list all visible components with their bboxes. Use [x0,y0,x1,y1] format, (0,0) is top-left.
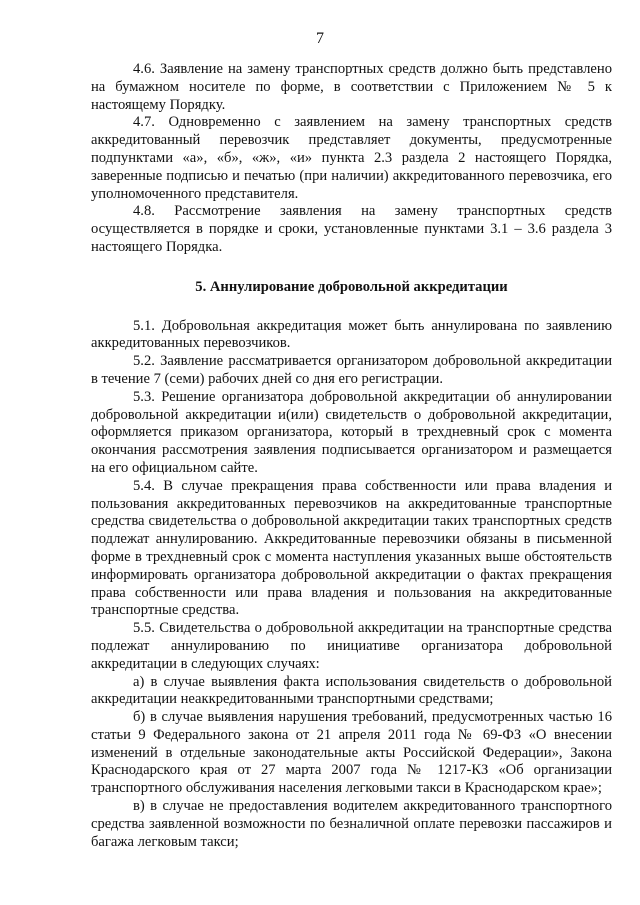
paragraph-5-4: 5.4. В случае прекращения права собственности или права владения и пользования аккредитованных перевозчиков на аккредитованные транспортные средства свидетельства о добровольной аккредитации таких транспортных средств подлежат аннулированию. Аккредитованные перевозчики обязаны в письменной форме в трехдневный срок с момента наступления указанных выше обстоятельств информировать организатора добровольной аккредитации о фактах прекращения права собственности или права владения и пользования на аккредитованные транспортные средства. [91,477,612,619]
paragraph-5-2: 5.2. Заявление рассматривается организатором добровольной аккредитации в течение 7 (семи) рабочих дней со дня его регистрации. [91,353,612,387]
paragraph-5-3: 5.3. Решение организатора добровольной аккредитации об аннулировании добровольной аккредитации и(или) свидетельств о добровольной аккредитации, оформляется приказом организатора, который в трехдневный срок с момента окончания рассмотрения заявления подписывается организатором и размещается на его официальном сайте. [91,388,612,476]
list-item-a: а) в случае выявления факта использования свидетельств о добровольной аккредитации неаккредитованными транспортными средствами; [91,673,612,708]
section-heading: 5. Аннулирование добровольной аккредитации [195,278,508,295]
list-item-b: б) в случае выявления нарушения требований, предусмотренных частью 16 статьи 9 Федерального закона от 21 апреля 2011 года № 69-ФЗ «О внесении изменений в отдельные законодательные акты Российской Федерации», Закона Краснодарского края от 27 марта 2007 года № 1217-КЗ «Об организации транспортного обслуживания населения легковыми такси в Краснодарском крае»; [91,709,612,797]
list-item-v: в) в случае не предоставления водителем аккредитованного транспортного средства заявленной возможности по безналичной оплате перевозки пассажиров и багажа легковым такси; [91,798,612,850]
page-number: 7 [316,30,324,47]
paragraph-5-1: 5.1. Добровольная аккредитация может быть аннулирована по заявлению аккредитованных перевозчиков. [91,317,612,352]
paragraph-4-8: 4.8. Рассмотрение заявления на замену транспортных средств осуществляется в порядке и сроки, установленные пунктами 3.1 – 3.6 раздела 3 настоящего Порядка. [91,203,612,255]
paragraph-5-5: 5.5. Свидетельства о добровольной аккредитации на транспортные средства подлежат аннулированию по инициативе организатора добровольной аккредитации в следующих случаях: [91,620,612,672]
paragraph-4-6: 4.6. Заявление на замену транспортных средств должно быть представлено на бумажном носителе по форме, в соответствии с Приложением № 5 к настоящему Порядку. [91,61,612,113]
paragraph-4-7: 4.7. Одновременно с заявлением на замену транспортных средств аккредитованный перевозчик представляет документы, предусмотренные подпунктами «а», «б», «ж», «и» пункта 2.3 раздела 2 настоящего Порядка, заверенные подписью и печатью (при наличии) аккредитованного перевозчика, его уполномоченного представителя. [91,114,612,202]
document-body [91,61,612,851]
